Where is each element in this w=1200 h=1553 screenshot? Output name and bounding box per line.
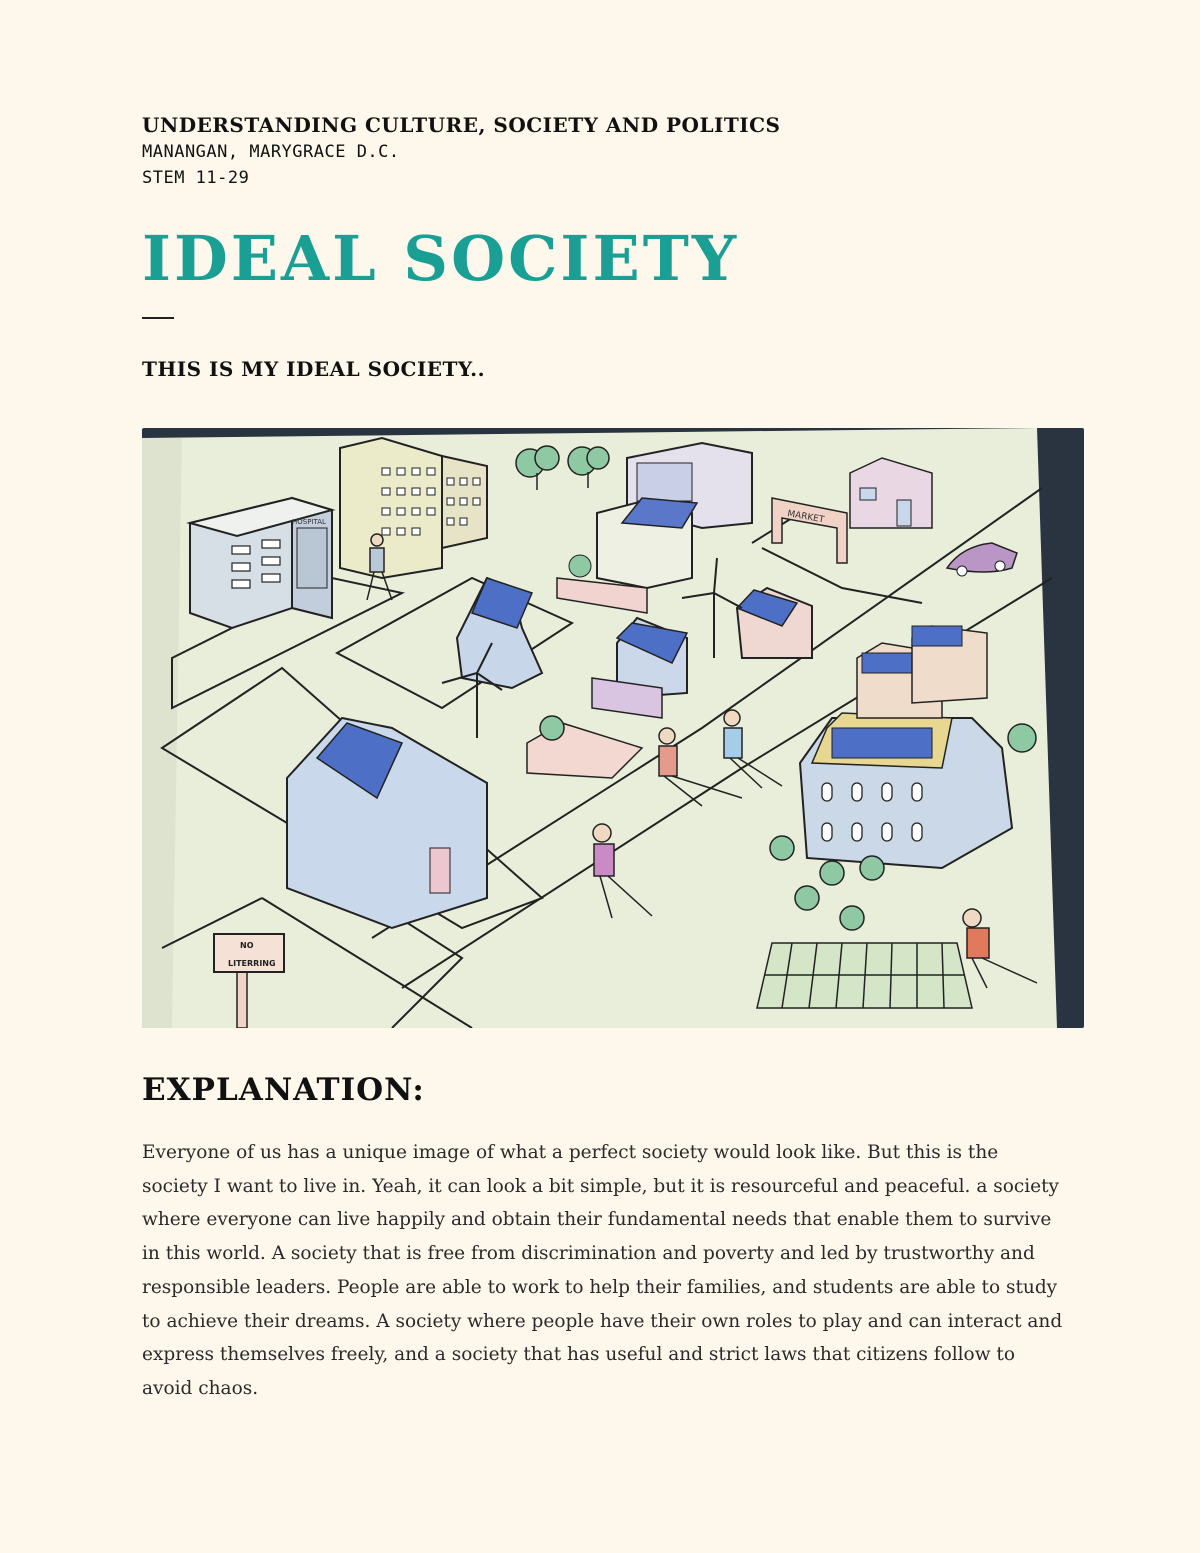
student-name: MANANGAN, MARYGRACE D.C. <box>142 142 400 162</box>
page-title: IDEAL SOCIETY <box>142 222 740 295</box>
title-divider <box>142 317 174 319</box>
hospital-sign: HOSPITAL <box>292 518 326 526</box>
explanation-body: Everyone of us has a unique image of what a perfect society would look like. But this is the society I want to live in. Yeah, it can look a bit simple, but it is resourceful and peaceful. a society where everyone can live happily and obtain their fundamental needs that enable them to survive in this world. A society that is free from discrimination and poverty and led by trustworthy and responsible leaders. People are able to work to help their families, and students are able to study to achieve their dreams. A society where people have their own roles to play and can interact and express themselves freely, and a society that has useful and strict laws that citizens follow to avoid chaos. <box>142 1142 1063 1399</box>
course-title: UNDERSTANDING CULTURE, SOCIETY AND POLITICS <box>142 113 781 137</box>
ideal-society-drawing <box>142 428 1084 1028</box>
sign-line-2: LITERRING <box>228 959 276 968</box>
crop-field <box>757 943 972 1008</box>
school-building <box>800 713 1012 868</box>
student-section: STEM 11-29 <box>142 168 250 188</box>
market-sign: MARKET <box>786 509 825 526</box>
section-subheading: THIS IS MY IDEAL SOCIETY.. <box>142 357 486 381</box>
hospital-building <box>190 498 332 628</box>
document-header <box>142 112 1072 381</box>
sign-line-1: NO <box>240 941 254 950</box>
drawing-illustration <box>142 428 1084 1028</box>
explanation-heading: EXPLANATION: <box>142 1072 425 1108</box>
